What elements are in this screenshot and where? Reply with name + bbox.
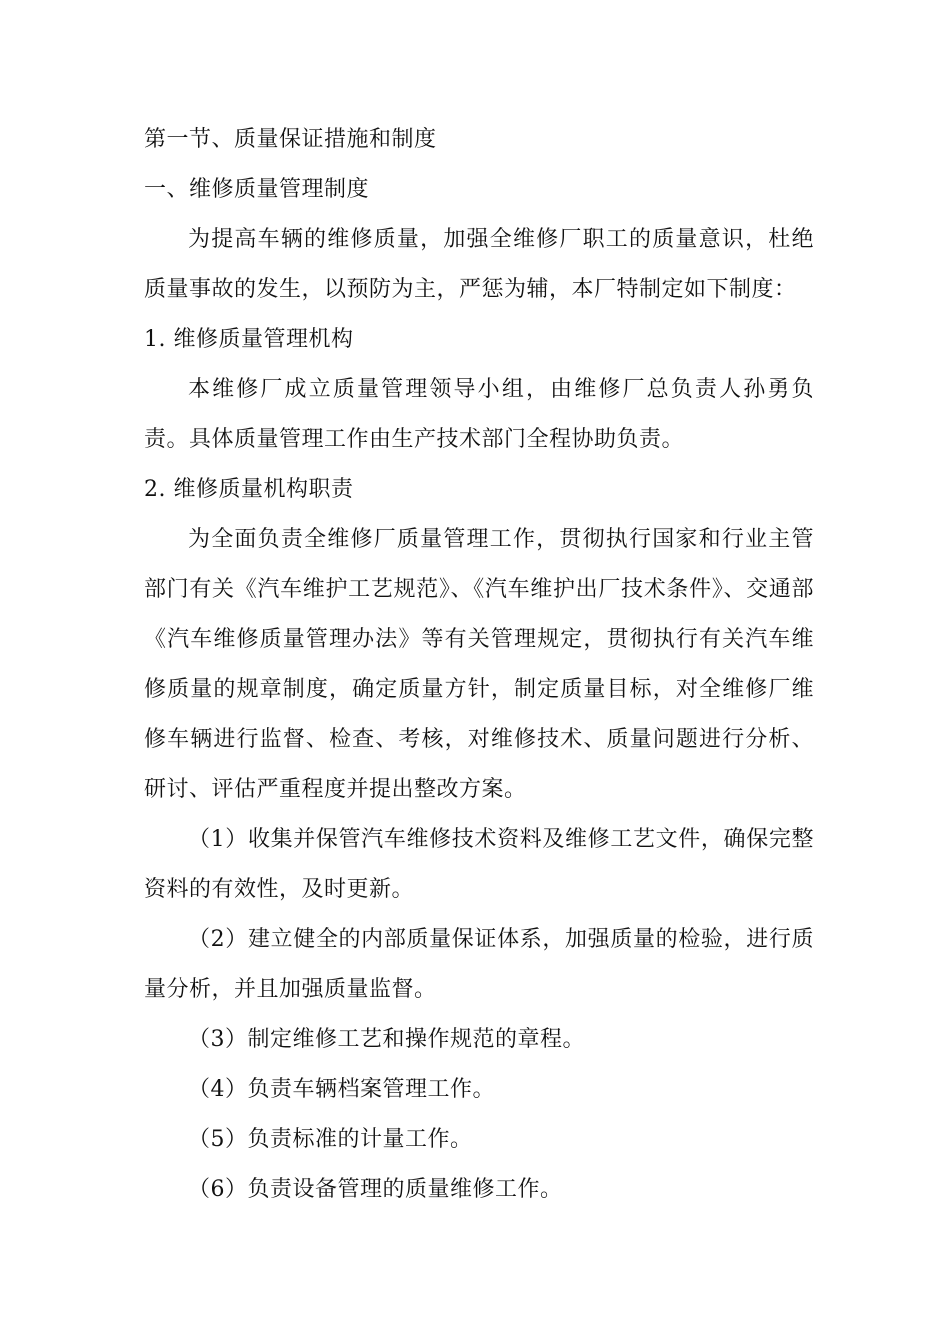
- heading-maintenance-quality-system: 一、维修质量管理制度: [144, 177, 370, 202]
- duty-item-6: （6）负责设备管理的质量维修工作。: [188, 1177, 563, 1202]
- intro-paragraph: 为提高车辆的维修质量，加强全维修厂职工的质量意识，杜绝质量事故的发生，以预防为主，严惩为辅，本厂特制定如下制度：: [144, 227, 814, 302]
- section-title: 第一节、质量保证措施和制度: [144, 127, 437, 152]
- item-1-paragraph: 本维修厂成立质量管理领导小组，由维修厂总负责人孙勇负责。具体质量管理工作由生产技术部门全程协助负责。: [144, 377, 814, 452]
- document-body: [144, 115, 814, 1215]
- duty-item-4: （4）负责车辆档案管理工作。: [188, 1077, 495, 1102]
- item-2-title: 2. 维修质量机构职责: [144, 477, 354, 502]
- duty-item-1: （1）收集并保管汽车维修技术资料及维修工艺文件，确保完整资料的有效性，及时更新。: [144, 827, 814, 902]
- item-2-paragraph: 为全面负责全维修厂质量管理工作，贯彻执行国家和行业主管部门有关《汽车维护工艺规范》、《汽车维护出厂技术条件》、交通部《汽车维修质量管理办法》等有关管理规定，贯彻执行有关汽车维修质量的规章制度，确定质量方针，制定质量目标，对全维修厂维修车辆进行监督、检查、考核，对维修技术、质量问题进行分析、研讨、评估严重程度并提出整改方案。: [144, 527, 814, 802]
- duty-item-5: （5）负责标准的计量工作。: [188, 1127, 473, 1152]
- item-1-title: 1. 维修质量管理机构: [144, 327, 354, 352]
- duty-item-3: （3）制定维修工艺和操作规范的章程。: [188, 1027, 585, 1052]
- duty-item-2: （2）建立健全的内部质量保证体系，加强质量的检验，进行质量分析，并且加强质量监督。: [144, 927, 814, 1002]
